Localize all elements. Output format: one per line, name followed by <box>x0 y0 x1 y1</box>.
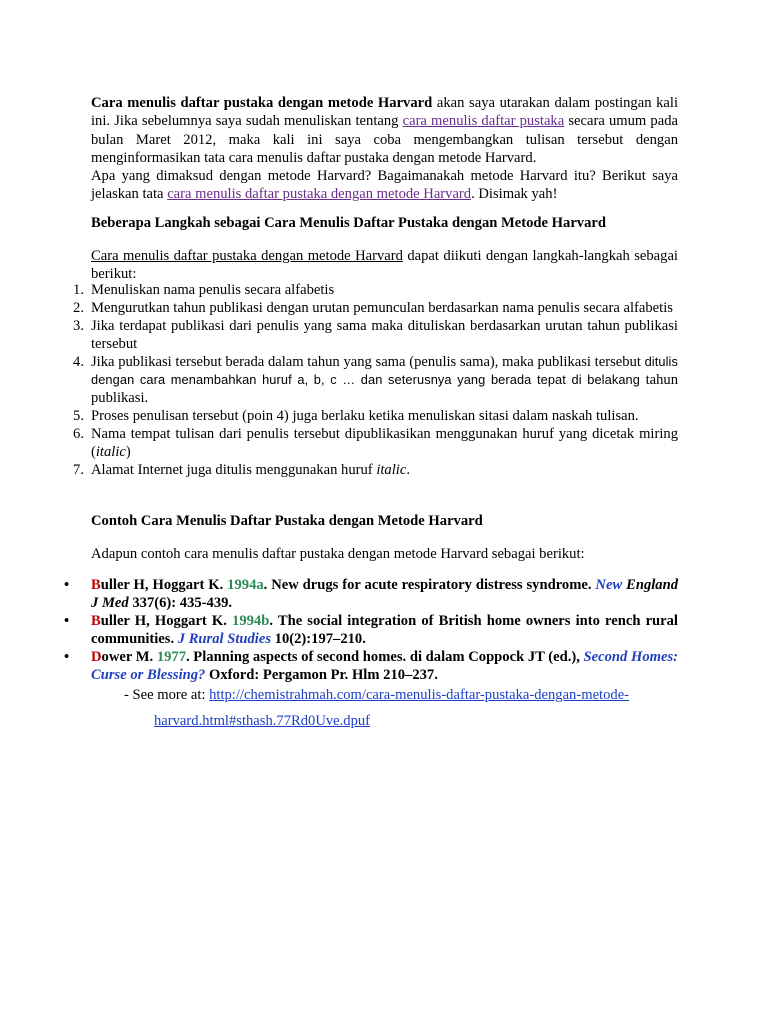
bullet: • <box>64 613 70 629</box>
intro-bold-title: Cara menulis daftar pustaka dengan metode Harvard <box>91 95 433 111</box>
ref-initial: B <box>91 577 101 593</box>
list-number: 5. <box>73 408 84 424</box>
reference-item <box>64 612 678 648</box>
list-number: 2. <box>73 300 84 316</box>
section1-lead-rest: dapat diikuti dengan langkah-langkah sebagai berikut: <box>91 248 678 283</box>
list-number: 3. <box>73 318 84 334</box>
list-text: Jika terdapat publikasi dari penulis yang sama maka dituliskan berdasarkan urutan tahun publikasi tersebut <box>91 318 678 352</box>
ref-journal: New <box>595 577 623 593</box>
ref-journal-rest: England J Med <box>91 577 679 611</box>
list-text: Mengurutkan tahun publikasi dengan urutan pemunculan berdasarkan nama penulis secara alfabetis <box>91 300 673 316</box>
references-list <box>64 576 679 684</box>
list-item <box>73 317 678 353</box>
ref-rest: Oxford: Pergamon Pr. Hlm 210–237. <box>205 667 438 683</box>
ref-rest: 337(6): 435-439. <box>128 595 233 611</box>
intro-paragraph <box>91 94 678 204</box>
list-number: 7. <box>73 462 84 478</box>
see-more-link[interactable]: http://chemistrahmah.com/cara-menulis-daftar-pustaka-dengan-metode- <box>209 687 630 703</box>
ref-initial: D <box>91 649 102 665</box>
ref-rest: 10(2):197–210. <box>271 631 366 647</box>
see-more-link-continued[interactable]: harvard.html#sthash.77Rd0Uve.dpuf <box>154 713 371 729</box>
list-text: Alamat Internet juga ditulis menggunakan huruf <box>91 462 377 478</box>
intro-text-1: akan saya utarakan dalam postingan kali ini. Jika sebelumnya saya sudah menuliskan tentang <box>91 95 678 130</box>
section1-lead-underlined: Cara menulis daftar pustaka dengan metode Harvard <box>91 248 403 264</box>
list-text: Jika publikasi tersebut berada dalam tahun yang sama (penulis sama), maka publikasi tersebut <box>91 354 645 370</box>
list-item <box>73 425 678 461</box>
list-number: 1. <box>73 282 84 298</box>
list-item <box>73 353 678 407</box>
bullet: • <box>64 649 70 665</box>
intro-text-3: Apa yang dimaksud dengan metode Harvard? Bagaimanakah metode Harvard itu? Berikut saya jelaskan tata <box>91 168 678 203</box>
bullet: • <box>64 577 70 593</box>
list-item <box>73 461 678 479</box>
see-more-line-2 <box>154 712 370 730</box>
see-more-label: - See more at: <box>124 687 210 703</box>
list-text: tahun publikasi. <box>91 372 678 406</box>
list-text: Menuliskan nama penulis secara alfabetis <box>91 282 335 298</box>
ref-author: ower M. <box>101 649 157 665</box>
section1-heading: Beberapa Langkah sebagai Cara Menulis Daftar Pustaka dengan Metode Harvard <box>91 215 606 231</box>
ref-journal: Second Homes: Curse or Blessing? <box>91 649 678 683</box>
list-text-alt-font: ditulis dengan cara menambahkan huruf a, b, c … dan seterusnya yang berada tepat di belakang <box>91 354 678 387</box>
list-number: 4. <box>73 354 84 370</box>
ref-year: 1977 <box>156 649 186 665</box>
ref-title: . New drugs for acute respiratory distress syndrome. <box>263 577 596 593</box>
list-text: ) <box>125 444 131 460</box>
section1-lead <box>91 247 678 284</box>
ref-author: uller H, Hoggart K. <box>100 613 233 629</box>
reference-item <box>64 648 678 684</box>
link-harvard-method[interactable]: cara menulis daftar pustaka dengan metode Harvard <box>167 186 472 203</box>
section2-heading: Contoh Cara Menulis Daftar Pustaka dengan Metode Harvard <box>91 513 483 529</box>
list-number: 6. <box>73 426 84 442</box>
ref-initial: B <box>91 613 101 629</box>
steps-list <box>73 281 678 479</box>
list-item <box>73 407 678 425</box>
ref-title: . The social integration of British home owners into rench rural communities. <box>91 613 678 647</box>
link-cara-menulis-daftar-pustaka[interactable]: cara menulis daftar pustaka <box>402 113 565 130</box>
ref-author: uller H, Hoggart K. <box>100 577 228 593</box>
list-item <box>73 281 678 299</box>
ref-year: 1994b <box>232 613 270 629</box>
intro-text-4: . Disimak yah! <box>471 186 558 203</box>
list-text-italic: italic <box>376 462 407 478</box>
reference-item <box>64 576 679 612</box>
ref-title: . Planning aspects of second homes. di dalam Coppock JT (ed.), <box>186 649 584 665</box>
list-text-italic: italic <box>95 444 126 460</box>
intro-text-2: secara umum pada bulan Maret 2012, maka kali ini saya coba mengembangkan tulisan tersebut dengan menginformasikan tata cara menulis daftar pustaka dengan metode Harvard. <box>91 113 678 166</box>
see-more-line <box>124 686 684 704</box>
list-text: . <box>406 462 410 478</box>
list-text: Proses penulisan tersebut (poin 4) juga berlaku ketika menuliskan sitasi dalam naskah tulisan. <box>91 408 639 424</box>
list-item <box>73 299 678 317</box>
list-text: Nama tempat tulisan dari penulis tersebut dipublikasikan menggunakan huruf yang dicetak miring ( <box>91 426 678 460</box>
section2-lead: Adapun contoh cara menulis daftar pustaka dengan metode Harvard sebagai berikut: <box>91 546 585 562</box>
ref-year: 1994a <box>227 577 264 593</box>
ref-journal: J Rural Studies <box>177 631 272 647</box>
